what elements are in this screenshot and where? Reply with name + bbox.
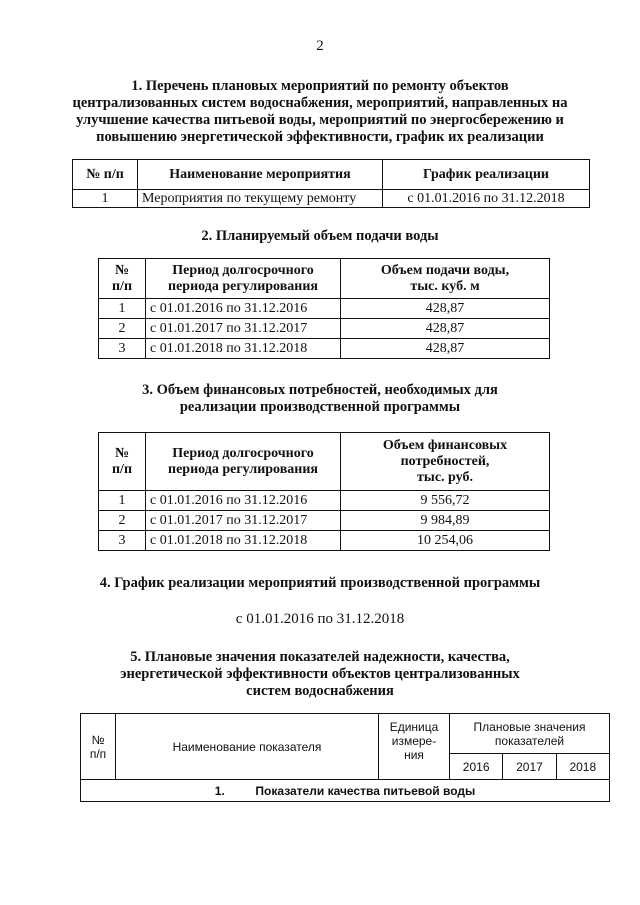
section-2-title: 2. Планируемый объем подачи воды: [201, 228, 439, 244]
title-line: централизованных систем водоснабжения, мероприятий, направленных на: [72, 95, 568, 111]
section-5-title: [60, 649, 580, 700]
header-num: № п/п: [73, 160, 138, 190]
water-supply-table: [98, 258, 550, 359]
section-1-title: [60, 78, 580, 146]
cell-volume: 428,87: [341, 319, 550, 339]
header-num: № п/п: [81, 714, 116, 780]
title-line: реализации производственной программы: [179, 399, 461, 415]
table-row: [73, 190, 590, 208]
cell-period: с 01.01.2018 по 31.12.2018: [146, 339, 341, 359]
subsection-number: 1.: [214, 783, 225, 798]
financial-needs-table: [98, 432, 550, 551]
header-year-2018: 2018: [556, 754, 609, 780]
cell-num: 2: [99, 319, 146, 339]
title-line: систем водоснабжения: [246, 683, 394, 699]
table-row: [99, 531, 550, 551]
header-volume: Объем подачи воды, тыс. куб. м: [341, 259, 550, 299]
title-line: 1. Перечень плановых мероприятий по ремонту объектов: [131, 78, 509, 94]
cell-num: 1: [99, 491, 146, 511]
title-line: 5. Плановые значения показателей надежности, качества,: [130, 649, 510, 665]
section-3-title: [60, 382, 580, 416]
cell-amount: 9 556,72: [341, 491, 550, 511]
header-num: № п/п: [99, 259, 146, 299]
table-row: [99, 339, 550, 359]
header-measure-name: Наименование мероприятия: [138, 160, 383, 190]
subsection-title: [81, 780, 610, 802]
cell-amount: 9 984,89: [341, 511, 550, 531]
page-number: 2: [316, 38, 324, 54]
cell-schedule: с 01.01.2016 по 31.12.2018: [383, 190, 590, 208]
table-row: [99, 491, 550, 511]
cell-period: с 01.01.2017 по 31.12.2017: [146, 511, 341, 531]
section-4-title: 4. График реализации мероприятий производственной программы: [99, 575, 541, 591]
cell-period: с 01.01.2017 по 31.12.2017: [146, 319, 341, 339]
section-4-period: с 01.01.2016 по 31.12.2018: [235, 611, 405, 627]
title-line: улучшение качества питьевой воды, мероприятий по энергосбережению и: [76, 112, 564, 128]
header-period: Период долгосрочного периода регулирования: [146, 259, 341, 299]
cell-period: с 01.01.2018 по 31.12.2018: [146, 531, 341, 551]
title-line: энергетической эффективности объектов централизованных: [120, 666, 520, 682]
cell-period: с 01.01.2016 по 31.12.2016: [146, 491, 341, 511]
table-section-row: [81, 780, 610, 802]
header-unit: Единица измере- ния: [379, 714, 450, 780]
header-schedule: График реализации: [383, 160, 590, 190]
cell-period: с 01.01.2016 по 31.12.2016: [146, 299, 341, 319]
table-row: [99, 299, 550, 319]
header-num: № п/п: [99, 433, 146, 491]
cell-num: 1: [73, 190, 138, 208]
cell-num: 2: [99, 511, 146, 531]
table-row: [99, 511, 550, 531]
header-year-2017: 2017: [503, 754, 556, 780]
table-row: [99, 319, 550, 339]
cell-volume: 428,87: [341, 299, 550, 319]
subsection-label: Показатели качества питьевой воды: [255, 783, 476, 798]
header-period: Период долгосрочного периода регулирования: [146, 433, 341, 491]
title-line: 3. Объем финансовых потребностей, необходимых для: [142, 382, 498, 398]
cell-measure-name: Мероприятия по текущему ремонту: [138, 190, 383, 208]
title-line: повышению энергетической эффективности, график их реализации: [96, 129, 544, 145]
cell-amount: 10 254,06: [341, 531, 550, 551]
cell-num: 3: [99, 531, 146, 551]
cell-num: 3: [99, 339, 146, 359]
indicators-table: [80, 713, 610, 802]
cell-num: 1: [99, 299, 146, 319]
measures-table: [72, 159, 590, 208]
header-planned-values: Плановые значения показателей: [450, 714, 610, 754]
header-year-2016: 2016: [450, 754, 503, 780]
cell-volume: 428,87: [341, 339, 550, 359]
header-indicator-name: Наименование показателя: [116, 714, 379, 780]
header-financial-needs: Объем финансовых потребностей, тыс. руб.: [341, 433, 550, 491]
